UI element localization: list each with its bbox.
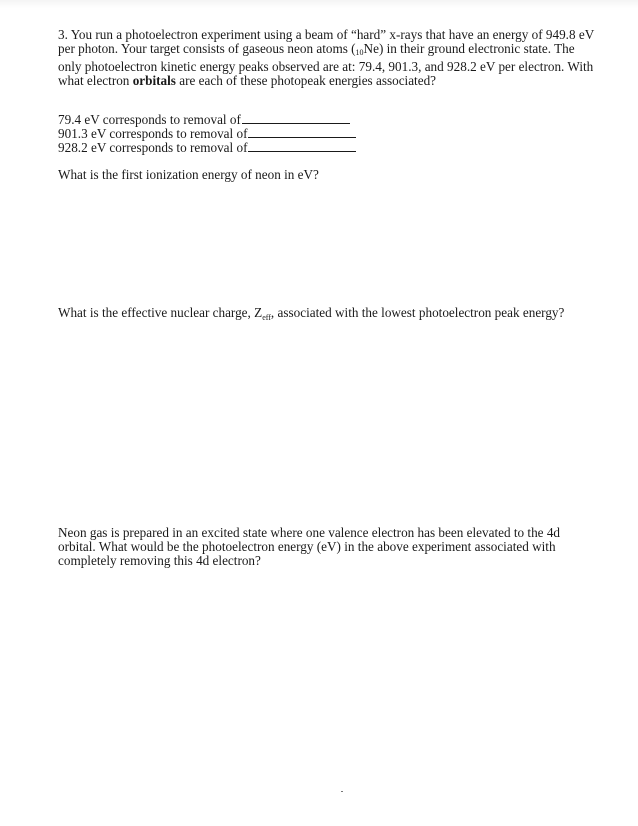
answer-line-2: [58, 126, 356, 140]
question-3-end: are each of these photopeak energies associated?: [175, 73, 437, 88]
question-3-intro: 3. You run a photoelectron experiment using a beam of “hard” x-rays that have an energy of 949.8 eV per photon. Your target consists of gaseous neon atoms (: [58, 27, 595, 56]
question-3-continuation: ) in their ground electronic state. The only photoelectron kinetic energy peaks observed are at: 79.4, 901.3, and 928.2 eV per electron. With what electron: [58, 41, 594, 88]
answer-label-2: 901.3 eV corresponds to removal of: [58, 126, 248, 141]
answer-blanks: [58, 112, 356, 154]
atomic-number-subscript: 10: [355, 48, 364, 57]
element-symbol: Ne: [363, 41, 379, 56]
answer-label-3: 928.2 eV corresponds to removal of: [58, 140, 248, 155]
scan-edge: [0, 0, 638, 8]
answer-blank-2[interactable]: [248, 126, 356, 138]
answer-blank-3[interactable]: [248, 140, 356, 152]
zeff-text-after: , associated with the lowest photoelectron peak energy?: [270, 305, 565, 320]
scan-speck: [341, 791, 343, 792]
answer-line-3: [58, 140, 356, 154]
question-3: [58, 28, 598, 88]
question-effective-nuclear-charge: [58, 306, 598, 325]
answer-label-1: 79.4 eV corresponds to removal of: [58, 112, 241, 127]
bold-orbitals: orbitals: [132, 73, 176, 88]
question-excited-neon: Neon gas is prepared in an excited state where one valence electron has been elevated to the 4d orbital. What would be the photoelectron energy (eV) in the above experiment associated with completely removing this 4d electron?: [58, 525, 561, 568]
zeff-subscript: eff: [262, 313, 271, 322]
zeff-text-before: What is the effective nuclear charge, Z: [58, 305, 263, 320]
answer-line-1: [58, 112, 356, 126]
question-ionization-energy: What is the first ionization energy of neon in eV?: [58, 167, 319, 182]
answer-blank-1[interactable]: [242, 112, 350, 124]
